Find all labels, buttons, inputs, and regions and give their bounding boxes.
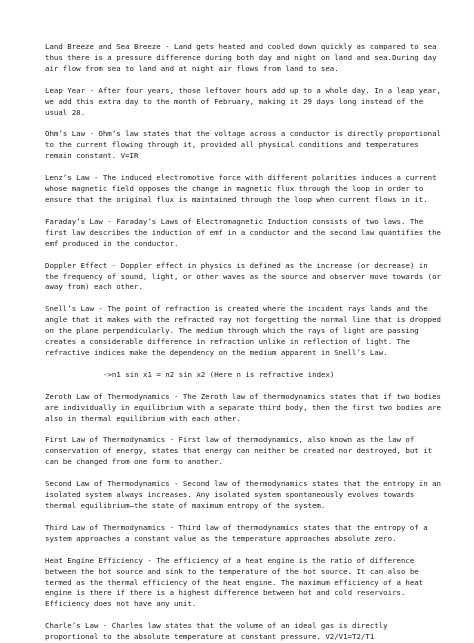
snell-formula: ->n1 sin x1 = n2 sin x2 (Here n is refractive index) <box>103 369 335 379</box>
paragraph-doppler-effect: Doppler Effect - Doppler effect in physics is defined as the increase (or decrease) in the frequency of sound, light, or other waves as the source and observer move towards (or away from) each other. <box>45 260 442 292</box>
paragraph-charles-law: Charle’s Law - Charles law states that the volume of an ideal gas is directly proportional to the absolute temperature at constant pressure. V2/V1=T2/T1 <box>45 621 388 642</box>
paragraph-land-sea-breeze: Land Breeze and Sea Breeze - Land gets heated and cooled down quickly as compared to sea thus there is a pressure difference during both day and night on land and sea.During day air flow from sea to land and at night air flows from land to sea. <box>45 42 437 73</box>
paragraph-first-law: First Law of Thermodynamics - First law of thermodynamics, also known as the law of conservation of energy, states that energy can neither be created nor destroyed, but it can be changed from one form to another. <box>45 435 433 467</box>
paragraph-snells-law: Snell’s Law - The point of refraction is created where the incident rays lands and the angle that it makes with the refracted ray not forgetting the normal line that is dropped on the plane perpendicularly. The medium through which the rays of light are passing creates a considerable difference in refraction unlike in reflection of light. The refractive indices make the dependency on the medium apparent in Snell’s Law. <box>45 304 442 357</box>
paragraph-heat-engine-efficiency: Heat Engine Efficiency - The efficiency of a heat engine is the ratio of difference between the hot source and sink to the temperature of the hot source. It can also be termed as the thermal efficiency of the heat engine. The maximum efficiency of a heat engine is there if there is a highest difference between hot and cold reservoirs. Efficiency does not have any unit. <box>45 555 424 609</box>
paragraph-zeroth-law: Zeroth Law of Thermodynamics - The Zeroth law of thermodynamics states that if two bodies are individually in equilibrium with a separate third body, then the first two bodies are also in thermal equilibrium with each other. <box>45 391 442 423</box>
paragraph-lenzs-law: Lenz’s Law - The induced electromotive force with different polarities induces a current whose magnetic field opposes the change in magnetic flux through the loop in order to ensure that the original flux is maintained through the loop when current flows in it. <box>45 173 437 204</box>
paragraph-faradays-law: Faraday’s Law - Faraday’s Laws of Electromagnetic Induction consists of two laws. The first law describes the induction of emf in a conductor and the second law quantifies the emf produced in the conductor. <box>45 216 442 248</box>
paragraph-third-law: Third Law of Thermodynamics - Third law of thermodynamics states that the entropy of a system approaches a constant value as the temperature approaches absolute zero. <box>45 522 428 543</box>
paragraph-ohms-law: Ohm’s Law - Ohm’s law states that the voltage across a conductor is directly proportional to the current flowing through it, provided all physical conditions and temperatures remain constant. V=IR <box>45 129 442 161</box>
paragraph-second-law: Second Law of Thermodynamics - Second law of thermodynamics states that the entropy in an isolated system always increases. Any isolated system spontaneously evolves towards thermal equilibrium—the state of maximum entropy of the system. <box>45 479 442 510</box>
paragraph-leap-year: Leap Year - After four years, those leftover hours add up to a whole day. In a leap year, we add this extra day to the month of February, making it 29 days long instead of the usual 28. <box>45 85 442 117</box>
